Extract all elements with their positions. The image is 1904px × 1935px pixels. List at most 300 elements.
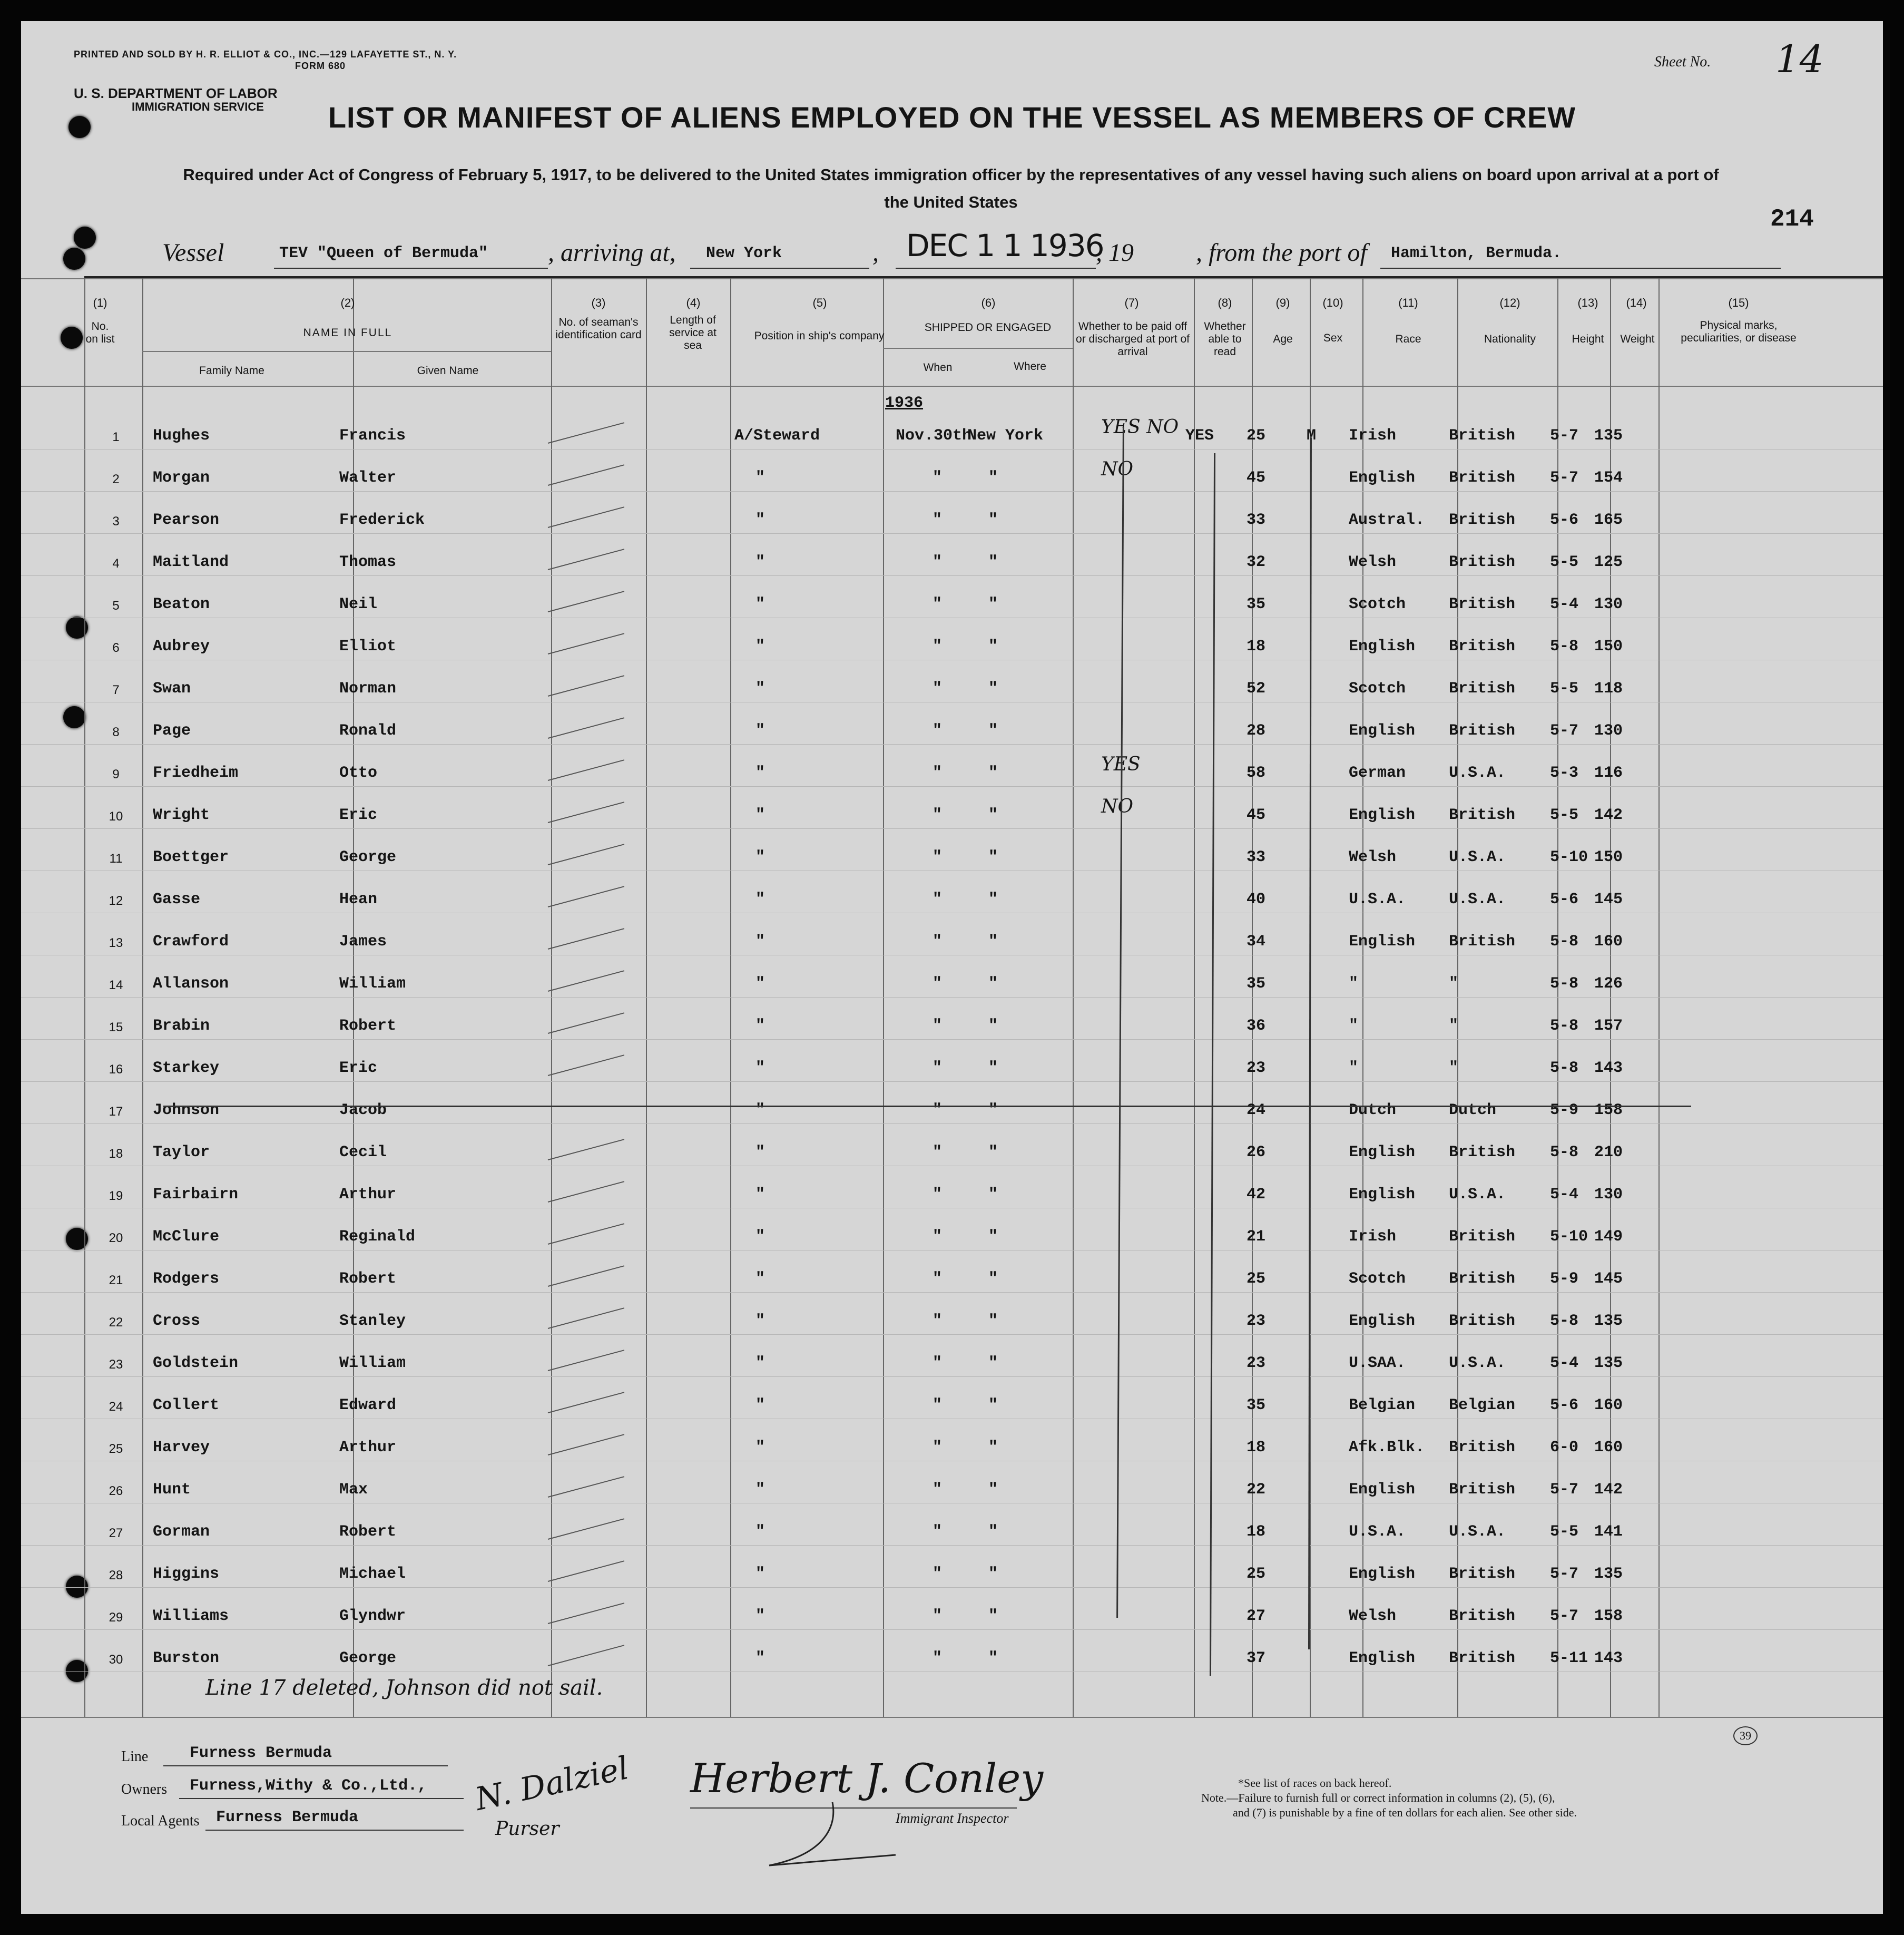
cell-given: Elliot xyxy=(339,638,397,656)
cell-when: " xyxy=(933,469,943,487)
cell-given: Thomas xyxy=(339,553,397,571)
cell-age: 18 xyxy=(1247,1439,1266,1457)
cell-where: " xyxy=(988,1523,998,1541)
cell-weight: 145 xyxy=(1594,891,1623,908)
cell-position: " xyxy=(755,1270,765,1288)
row-number: 25 xyxy=(109,1442,123,1456)
cell-race: Scotch xyxy=(1349,1270,1406,1288)
cell-race: English xyxy=(1349,638,1416,656)
cell-height: 6-0 xyxy=(1550,1439,1579,1457)
cell-when: " xyxy=(933,933,943,951)
check-mark xyxy=(548,1307,624,1329)
cell-where: " xyxy=(988,1270,998,1288)
cell-when: " xyxy=(933,1017,943,1035)
cell-family: Higgins xyxy=(153,1565,220,1583)
cell-when: " xyxy=(933,680,943,698)
cell-race: Dutch xyxy=(1349,1101,1397,1119)
cell-when: " xyxy=(933,1101,943,1119)
cell-position: " xyxy=(755,764,765,782)
cell-family: Hunt xyxy=(153,1481,191,1499)
signature-flourish xyxy=(759,1802,917,1876)
check-mark xyxy=(548,1602,624,1624)
cell-nationality: British xyxy=(1449,680,1516,698)
sheet-number: 14 xyxy=(1775,37,1824,81)
from-label: , from the port of xyxy=(1196,239,1367,267)
cell-nationality: U.S.A. xyxy=(1449,1354,1506,1372)
cell-where: " xyxy=(988,638,998,656)
cell-position: " xyxy=(755,975,765,993)
cell-height: 5-4 xyxy=(1550,1186,1579,1204)
cell-height: 5-9 xyxy=(1550,1101,1579,1119)
check-mark xyxy=(548,1645,624,1666)
check-mark xyxy=(548,1560,624,1582)
cell-position: " xyxy=(755,1101,765,1119)
check-mark xyxy=(548,506,624,528)
header-name-in-full: NAME IN FULL xyxy=(303,327,392,339)
cell-where: " xyxy=(988,469,998,487)
row-number: 10 xyxy=(109,809,123,824)
col-num: (10) xyxy=(1322,296,1343,309)
cell-weight: 160 xyxy=(1594,1396,1623,1414)
agents-value: Furness Bermuda xyxy=(216,1809,359,1826)
cell-family: Crawford xyxy=(153,933,229,951)
cell-height: 5-8 xyxy=(1550,975,1579,993)
cell-given: Otto xyxy=(339,764,378,782)
cell-given: Stanley xyxy=(339,1312,406,1330)
cell-where: " xyxy=(988,1649,998,1667)
cell-when: " xyxy=(933,638,943,656)
cell-race: English xyxy=(1349,1186,1416,1204)
col-num: (1) xyxy=(93,296,107,309)
cell-age: 25 xyxy=(1247,1270,1266,1288)
sheet-label: Sheet No. xyxy=(1654,54,1711,70)
cell-race: Irish xyxy=(1349,1228,1397,1246)
cell-position: " xyxy=(755,1649,765,1667)
cell-age: 40 xyxy=(1247,891,1266,908)
cell-where: " xyxy=(988,848,998,866)
cell-age: 32 xyxy=(1247,553,1266,571)
cell-where: " xyxy=(988,1607,998,1625)
cell-where: " xyxy=(988,722,998,740)
cell-when: " xyxy=(933,1649,943,1667)
cell-nationality: British xyxy=(1449,427,1516,445)
check-mark xyxy=(548,717,624,739)
cell-age: 23 xyxy=(1247,1312,1266,1330)
header-length-service: Length of service at sea xyxy=(669,314,717,351)
cell-when: " xyxy=(933,511,943,529)
cell-position: " xyxy=(755,1059,765,1077)
cell-paid: YES NO xyxy=(1101,416,1179,438)
check-mark xyxy=(548,970,624,992)
cell-height: 5-4 xyxy=(1550,595,1579,613)
cell-family: Collert xyxy=(153,1396,220,1414)
cell-weight: 160 xyxy=(1594,933,1623,951)
cell-weight: 149 xyxy=(1594,1228,1623,1246)
cell-when: " xyxy=(933,975,943,993)
printer-imprint: PRINTED AND SOLD BY H. R. ELLIOT & CO., INC.—129 LAFAYETTE ST., N. Y. FORM 680 xyxy=(74,49,457,71)
cell-height: 5-7 xyxy=(1550,722,1579,740)
cell-nationality: British xyxy=(1449,806,1516,824)
cell-family: Starkey xyxy=(153,1059,220,1077)
cell-race: English xyxy=(1349,1649,1416,1667)
cell-where: " xyxy=(988,1396,998,1414)
punch-hole xyxy=(61,327,83,349)
cell-where: " xyxy=(988,806,998,824)
line-label: Line xyxy=(121,1748,149,1765)
requirement-text: Required under Act of Congress of February 5, 1917, to be delivered to the United States immigration officer by the representatives of any vessel having such aliens on board upon arrival at a port of the United States xyxy=(183,165,1719,211)
cell-weight: 130 xyxy=(1594,595,1623,613)
cell-given: Michael xyxy=(339,1565,406,1583)
cell-given: George xyxy=(339,848,397,866)
cell-given: Eric xyxy=(339,806,378,824)
check-mark xyxy=(548,1139,624,1160)
cell-where: " xyxy=(988,595,998,613)
cell-position: " xyxy=(755,638,765,656)
row-number: 24 xyxy=(109,1400,123,1414)
cell-height: 5-10 xyxy=(1550,1228,1588,1246)
col-num: (15) xyxy=(1728,296,1749,309)
cell-when: " xyxy=(933,595,943,613)
header-no-on-list: No. on list xyxy=(85,320,115,345)
col-num: (7) xyxy=(1124,296,1139,309)
cell-nationality: U.S.A. xyxy=(1449,1523,1506,1541)
cell-age: 21 xyxy=(1247,1228,1266,1246)
cell-nationality: British xyxy=(1449,1228,1516,1246)
cell-position: " xyxy=(755,1565,765,1583)
cell-height: 5-7 xyxy=(1550,1607,1579,1625)
cell-given: Frederick xyxy=(339,511,425,529)
row-number: 23 xyxy=(109,1357,123,1372)
cell-nationality: U.S.A. xyxy=(1449,764,1506,782)
year-label: , 19 xyxy=(1096,239,1134,267)
cell-position: " xyxy=(755,1607,765,1625)
cell-when: " xyxy=(933,1270,943,1288)
cell-weight: 154 xyxy=(1594,469,1623,487)
cell-given: Robert xyxy=(339,1270,397,1288)
cell-weight: 160 xyxy=(1594,1439,1623,1457)
cell-height: 5-7 xyxy=(1550,1481,1579,1499)
cell-age: 33 xyxy=(1247,848,1266,866)
header-physical: Physical marks, peculiarities, or disease xyxy=(1681,319,1797,344)
cell-where: " xyxy=(988,1439,998,1457)
cell-weight: 118 xyxy=(1594,680,1623,698)
cell-given: Eric xyxy=(339,1059,378,1077)
header-weight: Weight xyxy=(1620,333,1655,345)
cell-position: " xyxy=(755,806,765,824)
check-mark xyxy=(548,422,624,444)
cell-given: James xyxy=(339,933,387,951)
cell-paid: NO xyxy=(1101,796,1134,817)
cell-family: Harvey xyxy=(153,1439,210,1457)
cell-family: Morgan xyxy=(153,469,210,487)
cell-age: 34 xyxy=(1247,933,1266,951)
cell-position: " xyxy=(755,1396,765,1414)
cell-position: " xyxy=(755,511,765,529)
col-num: (8) xyxy=(1218,296,1232,309)
cell-position: " xyxy=(755,1481,765,1499)
cell-weight: 157 xyxy=(1594,1017,1623,1035)
check-mark xyxy=(548,1392,624,1413)
cell-when: " xyxy=(933,1354,943,1372)
row-number: 30 xyxy=(109,1653,123,1667)
cell-position: " xyxy=(755,1312,765,1330)
cell-height: 5-5 xyxy=(1550,553,1579,571)
cell-when: " xyxy=(933,722,943,740)
cell-race: U.S.A. xyxy=(1349,1523,1406,1541)
cell-family: Johnson xyxy=(153,1101,220,1119)
cell-weight: 158 xyxy=(1594,1101,1623,1119)
cell-given: William xyxy=(339,1354,406,1372)
cell-weight: 135 xyxy=(1594,1565,1623,1583)
line-value: Furness Bermuda xyxy=(190,1744,332,1762)
cell-age: 35 xyxy=(1247,1396,1266,1414)
cell-where: " xyxy=(988,975,998,993)
cell-where: " xyxy=(988,1017,998,1035)
purser-title: Purser xyxy=(495,1818,560,1840)
cell-given: Francis xyxy=(339,427,406,445)
row-number: 26 xyxy=(109,1484,123,1498)
cell-age: 25 xyxy=(1247,1565,1266,1583)
check-mark xyxy=(548,1518,624,1540)
cell-nationality: " xyxy=(1449,975,1459,993)
header-age: Age xyxy=(1273,333,1293,345)
owners-label: Owners xyxy=(121,1781,168,1797)
col-num: (14) xyxy=(1626,296,1647,309)
punch-hole xyxy=(63,706,85,728)
departure-port: Hamilton, Bermuda. xyxy=(1391,245,1562,262)
cell-race: English xyxy=(1349,1481,1416,1499)
col-num: (2) xyxy=(340,296,355,309)
check-mark xyxy=(548,1012,624,1034)
cell-height: 5-6 xyxy=(1550,891,1579,908)
header-position: Position in ship's company xyxy=(754,330,885,342)
cell-sex: M xyxy=(1307,427,1317,445)
cell-nationality: British xyxy=(1449,1439,1516,1457)
row-number: 16 xyxy=(109,1062,123,1077)
cell-given: Robert xyxy=(339,1017,397,1035)
cell-age: 23 xyxy=(1247,1059,1266,1077)
cell-given: William xyxy=(339,975,406,993)
cell-given: Ronald xyxy=(339,722,397,740)
cell-where: " xyxy=(988,1354,998,1372)
row-number: 19 xyxy=(109,1189,123,1203)
cell-given: Walter xyxy=(339,469,397,487)
fine-note-cont: and (7) is punishable by a fine of ten dollars for each alien. See other side. xyxy=(1233,1806,1577,1819)
cell-height: 5-6 xyxy=(1550,1396,1579,1414)
cell-race: Austral. xyxy=(1349,511,1425,529)
cell-position: " xyxy=(755,1144,765,1161)
cell-given: Robert xyxy=(339,1523,397,1541)
cell-family: Fairbairn xyxy=(153,1186,239,1204)
cell-given: Arthur xyxy=(339,1186,397,1204)
cell-where: " xyxy=(988,891,998,908)
header-nationality: Nationality xyxy=(1484,333,1536,345)
col-num: (5) xyxy=(812,296,827,309)
cell-weight: 142 xyxy=(1594,806,1623,824)
header-family-name: Family Name xyxy=(199,365,264,377)
cell-position: " xyxy=(755,1228,765,1246)
header-when: When xyxy=(923,361,953,374)
row-number: 29 xyxy=(109,1610,123,1625)
file-number: 214 xyxy=(1770,206,1814,233)
cell-age: 23 xyxy=(1247,1354,1266,1372)
cell-where: " xyxy=(988,764,998,782)
cell-race: " xyxy=(1349,1059,1359,1077)
col-num: (4) xyxy=(686,296,701,309)
check-mark xyxy=(548,1223,624,1245)
cell-given: Reginald xyxy=(339,1228,416,1246)
cell-age: 25 xyxy=(1247,427,1266,445)
cell-race: English xyxy=(1349,933,1416,951)
cell-height: 5-10 xyxy=(1550,848,1588,866)
cell-race: Welsh xyxy=(1349,1607,1397,1625)
col-num: (12) xyxy=(1499,296,1520,309)
cell-when: " xyxy=(933,891,943,908)
row-number: 17 xyxy=(109,1105,123,1119)
cell-weight: 141 xyxy=(1594,1523,1623,1541)
cell-family: Gorman xyxy=(153,1523,210,1541)
cell-when: " xyxy=(933,1144,943,1161)
cell-race: Afk.Blk. xyxy=(1349,1439,1425,1457)
row-number: 6 xyxy=(112,641,120,655)
cell-family: Rodgers xyxy=(153,1270,220,1288)
row-number: 21 xyxy=(109,1273,123,1287)
cell-height: 5-8 xyxy=(1550,1017,1579,1035)
cell-weight: 116 xyxy=(1594,764,1623,782)
cell-family: Burston xyxy=(153,1649,220,1667)
cell-family: McClure xyxy=(153,1228,220,1246)
cell-age: 27 xyxy=(1247,1607,1266,1625)
cell-when: " xyxy=(933,806,943,824)
cell-where: " xyxy=(988,553,998,571)
cell-height: 5-8 xyxy=(1550,1144,1579,1161)
cell-age: 35 xyxy=(1247,975,1266,993)
cell-age: 22 xyxy=(1247,1481,1266,1499)
cell-age: 45 xyxy=(1247,806,1266,824)
cell-family: Pearson xyxy=(153,511,220,529)
cell-family: Maitland xyxy=(153,553,229,571)
cell-age: 35 xyxy=(1247,595,1266,613)
cell-when: " xyxy=(933,553,943,571)
cell-height: 5-8 xyxy=(1550,638,1579,656)
cell-given: George xyxy=(339,1649,397,1667)
cell-weight: 135 xyxy=(1594,1312,1623,1330)
check-mark xyxy=(548,549,624,570)
row-number: 9 xyxy=(112,767,120,781)
cell-when: " xyxy=(933,1523,943,1541)
cell-when: " xyxy=(933,1228,943,1246)
cell-weight: 130 xyxy=(1594,722,1623,740)
cell-height: 5-7 xyxy=(1550,427,1579,445)
cell-nationality: " xyxy=(1449,1059,1459,1077)
cell-when: " xyxy=(933,1059,943,1077)
cell-race: Irish xyxy=(1349,427,1397,445)
cell-given: Max xyxy=(339,1481,368,1499)
row-number: 5 xyxy=(112,599,120,613)
cell-height: 5-6 xyxy=(1550,511,1579,529)
cell-read: YES xyxy=(1185,427,1214,445)
cell-when: " xyxy=(933,1396,943,1414)
check-mark xyxy=(548,1054,624,1076)
cell-race: English xyxy=(1349,722,1416,740)
cell-height: 5-5 xyxy=(1550,1523,1579,1541)
cell-position: " xyxy=(755,933,765,951)
cell-weight: 126 xyxy=(1594,975,1623,993)
cell-where: " xyxy=(988,1312,998,1330)
cell-given: Glyndwr xyxy=(339,1607,406,1625)
cell-position: " xyxy=(755,1523,765,1541)
cell-race: " xyxy=(1349,975,1359,993)
cell-weight: 142 xyxy=(1594,1481,1623,1499)
cell-nationality: British xyxy=(1449,469,1516,487)
cell-race: Scotch xyxy=(1349,680,1406,698)
cell-given: Hean xyxy=(339,891,378,908)
cell-nationality: British xyxy=(1449,638,1516,656)
fine-note: Note.—Failure to furnish full or correct information in columns (2), (5), (6), xyxy=(1201,1791,1555,1804)
owners-value: Furness,Withy & Co.,Ltd., xyxy=(190,1777,427,1795)
cell-race: " xyxy=(1349,1017,1359,1035)
cell-age: 45 xyxy=(1247,469,1266,487)
cell-nationality: British xyxy=(1449,511,1516,529)
cell-position: " xyxy=(755,1017,765,1035)
header-able-read: Whether able to read xyxy=(1204,320,1246,358)
cell-height: 5-5 xyxy=(1550,680,1579,698)
cell-family: Taylor xyxy=(153,1144,210,1161)
cell-race: English xyxy=(1349,806,1416,824)
cell-height: 5-9 xyxy=(1550,1270,1579,1288)
cell-nationality: British xyxy=(1449,595,1516,613)
cell-height: 5-8 xyxy=(1550,1059,1579,1077)
cell-weight: 135 xyxy=(1594,1354,1623,1372)
cell-position: " xyxy=(755,469,765,487)
cell-height: 5-4 xyxy=(1550,1354,1579,1372)
circle-number: 39 xyxy=(1733,1726,1758,1745)
check-mark xyxy=(548,1181,624,1203)
cell-age: 37 xyxy=(1247,1649,1266,1667)
cell-when: Nov.30th xyxy=(896,427,972,445)
cell-age: 52 xyxy=(1247,680,1266,698)
check-mark xyxy=(548,1434,624,1455)
cell-weight: 145 xyxy=(1594,1270,1623,1288)
punch-hole xyxy=(74,227,96,249)
cell-given: Arthur xyxy=(339,1439,397,1457)
manifest-sheet: PRINTED AND SOLD BY H. R. ELLIOT & CO., INC.—129 LAFAYETTE ST., N. Y. FORM 680 U. S. DEPARTMENT OF LABOR IMMIGRATION SERVICE Sheet No. 14 LIST OR MANIFEST OF ALIENS EMPLOYED ON THE VESSEL AS MEMBERS OF CREW Required under Act of Congress of February 5, 1917, to be delivered to the United States immigration officer by the representatives of any vessel having such aliens on board upon arrival at a port of the United States 214 Vessel TEV "Queen of Bermuda" , arriving at, New York , DEC 1 1 1936 , 19 , from the port of Hamilton, Bermuda. (1) (2) (3) (4) (5) (6) (7) (8) (9) (10) (11) (12) (13) (14) (15) No. on list NAME IN FULL Family Name Given Name No. of seaman's identification card Length of service at sea Position in ship's company SHIPPED OR ENGAGED When Where Whether to be paid off or discharged at port of arrival Whether able to read Age Sex Race Nationality Height Weight Physical marks, peculiarities, or disease 1936 1 Hughes Francis A/Steward Nov.30th New York YES 25 M Irish British 5-7 135 YES NO 2 Morgan Walter " " " 45 English British 5-7 154 NO 3 Pearson Frederick " " " 33 Austral. British 5-6 165 4 Maitland Thomas " " " 32 Welsh British 5-5 125 5 Beaton Neil " " " 35 Scotch British 5-4 130 6 Aubrey Elliot " " " 18 English British 5-8 150 7 Swan Norman " " " 52 Scotch British 5-5 118 8 Page Ronald " " " 28 English British 5-7 130 9 Friedheim Otto " " " 58 German U.S.A. 5-3 116 YES 10 Wright Eric " " " 45 English British 5-5 142 NO 11 Boettger George " " " 33 Welsh U.S.A. 5-10 150 12 Gasse Hean " " " 40 U.S.A. U.S.A. 5-6 145 13 Crawford James " " " 34 English British 5-8 160 14 Allanson William " " " 35 " " 5-8 126 15 Brabin Robert " " " 36 " " 5-8 157 16 Starkey Eric " " " 23 " " 5-8 143 17 Johnson Jacob " " " 24 Dutch Dutch 5-9 158 18 Taylor Cecil " " " 26 English British 5-8 210 19 Fairbairn Arthur " " " 42 English U.S.A. 5-4 130 20 McClure Reginald " " " 21 Irish British 5-10 149 21 Rodgers Robert " " " 25 Scotch British 5-9 145 22 Cross Stanley " " " 23 English British 5-8 135 23 Goldstein William " " " 23 U.SAA. U.S.A. 5-4 135 24 Collert Edward " " " 35 Belgian Belgian 5-6 160 25 Harvey Arthur " " " 18 Afk.Blk. British 6-0 160 26 Hunt Max " " " 22 English British 5-7 142 27 Gorman Robert " " " 18 U.S.A. U.S.A. 5-5 141 28 Higgins Michael " " " 25 English British 5-7 135 29 Williams Glyndwr " " " 27 Welsh British 5-7 158 30 Burston George " " " 37 English British 5-11 143 Line 17 deleted, Johnson did not sail. Line Furness Bermuda Owners Furness,Withy & Co.,Ltd., Local Agents Furness Bermuda N. Dalziel Purser Herbert J. Conley Immigrant Inspector *See list of races on back hereof. Note.—Failure to furnish full or correct information in columns (2), (5), (6), and (7) is punishable by a fine of ten dollars for each alien. See other side. 39 xyxy=(21,21,1883,1914)
check-mark xyxy=(548,759,624,781)
cell-height: 5-3 xyxy=(1550,764,1579,782)
row-number: 8 xyxy=(112,725,120,739)
header-race: Race xyxy=(1395,333,1421,345)
row-number: 12 xyxy=(109,894,123,908)
row-number: 3 xyxy=(112,514,120,529)
cell-race: English xyxy=(1349,1144,1416,1161)
cell-family: Goldstein xyxy=(153,1354,239,1372)
cell-age: 33 xyxy=(1247,511,1266,529)
row-number: 20 xyxy=(109,1231,123,1245)
cell-family: Brabin xyxy=(153,1017,210,1035)
cell-family: Wright xyxy=(153,806,210,824)
date-stamp: DEC 1 1 1936 xyxy=(906,228,1104,263)
check-mark xyxy=(548,928,624,950)
cell-nationality: British xyxy=(1449,933,1516,951)
cell-age: 36 xyxy=(1247,1017,1266,1035)
cell-where: " xyxy=(988,511,998,529)
cell-position: " xyxy=(755,891,765,908)
handwritten-note: Line 17 deleted, Johnson did not sail. xyxy=(205,1676,603,1700)
cell-family: Page xyxy=(153,722,191,740)
cell-race: English xyxy=(1349,1565,1416,1583)
cell-family: Swan xyxy=(153,680,191,698)
cell-age: 42 xyxy=(1247,1186,1266,1204)
